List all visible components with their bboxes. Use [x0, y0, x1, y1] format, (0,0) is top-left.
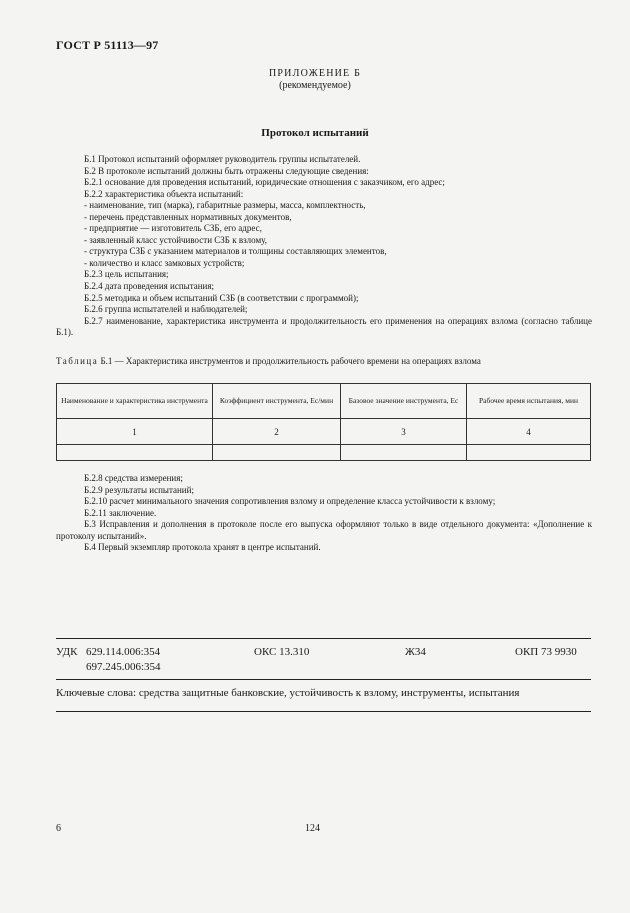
- clause-b24: Б.2.4 дата проведения испытания;: [84, 281, 215, 292]
- tools-table: [56, 383, 591, 461]
- list-item: - предприятие — изготовитель СЗБ, его адрес,: [84, 223, 262, 234]
- okp-code: ОКП 73 9930: [515, 646, 577, 658]
- page-number-left: 6: [56, 823, 61, 834]
- clause-b21: Б.2.1 основание для проведения испытаний, юридические отношения с заказчиком, его адрес;: [84, 177, 445, 188]
- clause-b29: Б.2.9 результаты испытаний;: [84, 484, 194, 495]
- protocol-clauses-continued: [56, 473, 592, 554]
- clause-b211: Б.2.11 заключение.: [84, 507, 157, 518]
- clause-b4: Б.4 Первый экземпляр протокола хранят в центре испытаний.: [84, 542, 321, 553]
- table-caption-prefix: Таблица: [56, 356, 99, 366]
- clause-b2: Б.2 В протоколе испытаний должны быть отражены следующие сведения:: [84, 165, 369, 176]
- zh-code: Ж34: [405, 646, 426, 658]
- table-header-cell: Наименование и характеристика инструмента: [57, 384, 213, 419]
- protocol-clauses: [56, 154, 592, 339]
- list-item: - заявленный класс устойчивости СЗБ к взлому,: [84, 234, 267, 245]
- keywords: Ключевые слова: средства защитные банковские, устойчивость к взлому, инструменты, испытания: [56, 687, 520, 699]
- clause-b3: Б.3 Исправления и дополнения в протоколе после его выпуска оформляют только в виде отдельного документа: «Дополнение к протоколу испытаний».: [56, 519, 592, 541]
- clause-b26: Б.2.6 группа испытателей и наблюдателей;: [84, 304, 248, 315]
- list-item: - структура СЗБ с указанием материалов и толщины составляющих элементов,: [84, 246, 387, 257]
- table-cell: [467, 445, 591, 461]
- clause-b23: Б.2.3 цель испытания;: [84, 269, 169, 280]
- table-header-cell: Рабочее время испытания, мин: [467, 384, 591, 419]
- table-cell: 4: [467, 419, 591, 445]
- table-cell: 2: [213, 419, 341, 445]
- page-number-center: 124: [305, 823, 320, 834]
- table-caption: [56, 356, 592, 367]
- table-cell: [57, 445, 213, 461]
- clause-b25: Б.2.5 методика и объем испытаний СЗБ (в соответствии с программой);: [84, 292, 359, 303]
- table-row: [57, 419, 591, 445]
- table-header-cell: Коэффициент инструмента, Eс/мин: [213, 384, 341, 419]
- divider: [56, 679, 591, 680]
- clause-b1: Б.1 Протокол испытаний оформляет руководитель группы испытателей.: [84, 154, 361, 164]
- table-cell: 3: [341, 419, 467, 445]
- list-item: - наименование, тип (марка), габаритные размеры, масса, комплектность,: [84, 200, 366, 211]
- clause-b210: Б.2.10 расчет минимального значения сопротивления взлому и определение класса устойчивости к взлому;: [84, 496, 496, 507]
- divider: [56, 711, 591, 712]
- clause-b27: Б.2.7 наименование, характеристика инструмента и продолжительность его применения на операциях взлома (согласно таблице Б.1).: [56, 315, 592, 338]
- oks-code: ОКС 13.310: [254, 646, 310, 658]
- section-title: Протокол испытаний: [261, 127, 369, 139]
- list-item: - количество и класс замковых устройств;: [84, 257, 245, 268]
- document-code: ГОСТ Р 51113—97: [56, 38, 159, 52]
- list-item: - перечень представленных нормативных документов,: [84, 211, 292, 222]
- udk-code-2: 697.245.006:354: [86, 661, 161, 673]
- appendix-label: ПРИЛОЖЕНИЕ Б: [268, 68, 362, 79]
- table-header-cell: Базовое значение инструмента, Eс: [341, 384, 467, 419]
- appendix-status: (рекомендуемое): [279, 80, 351, 91]
- table-cell: [213, 445, 341, 461]
- clause-b28: Б.2.8 средства измерения;: [84, 473, 183, 483]
- table-caption-text: Б.1 — Характеристика инструментов и продолжительность рабочего времени на операциях взлома: [98, 356, 481, 366]
- table-header-row: [57, 384, 591, 419]
- clause-b22: Б.2.2 характеристика объекта испытаний:: [84, 188, 244, 199]
- table-row: [57, 445, 591, 461]
- divider: [56, 638, 591, 639]
- table-cell: 1: [57, 419, 213, 445]
- udk-label: УДК: [56, 646, 78, 658]
- table-cell: [341, 445, 467, 461]
- udk-code-1: 629.114.006:354: [86, 646, 161, 658]
